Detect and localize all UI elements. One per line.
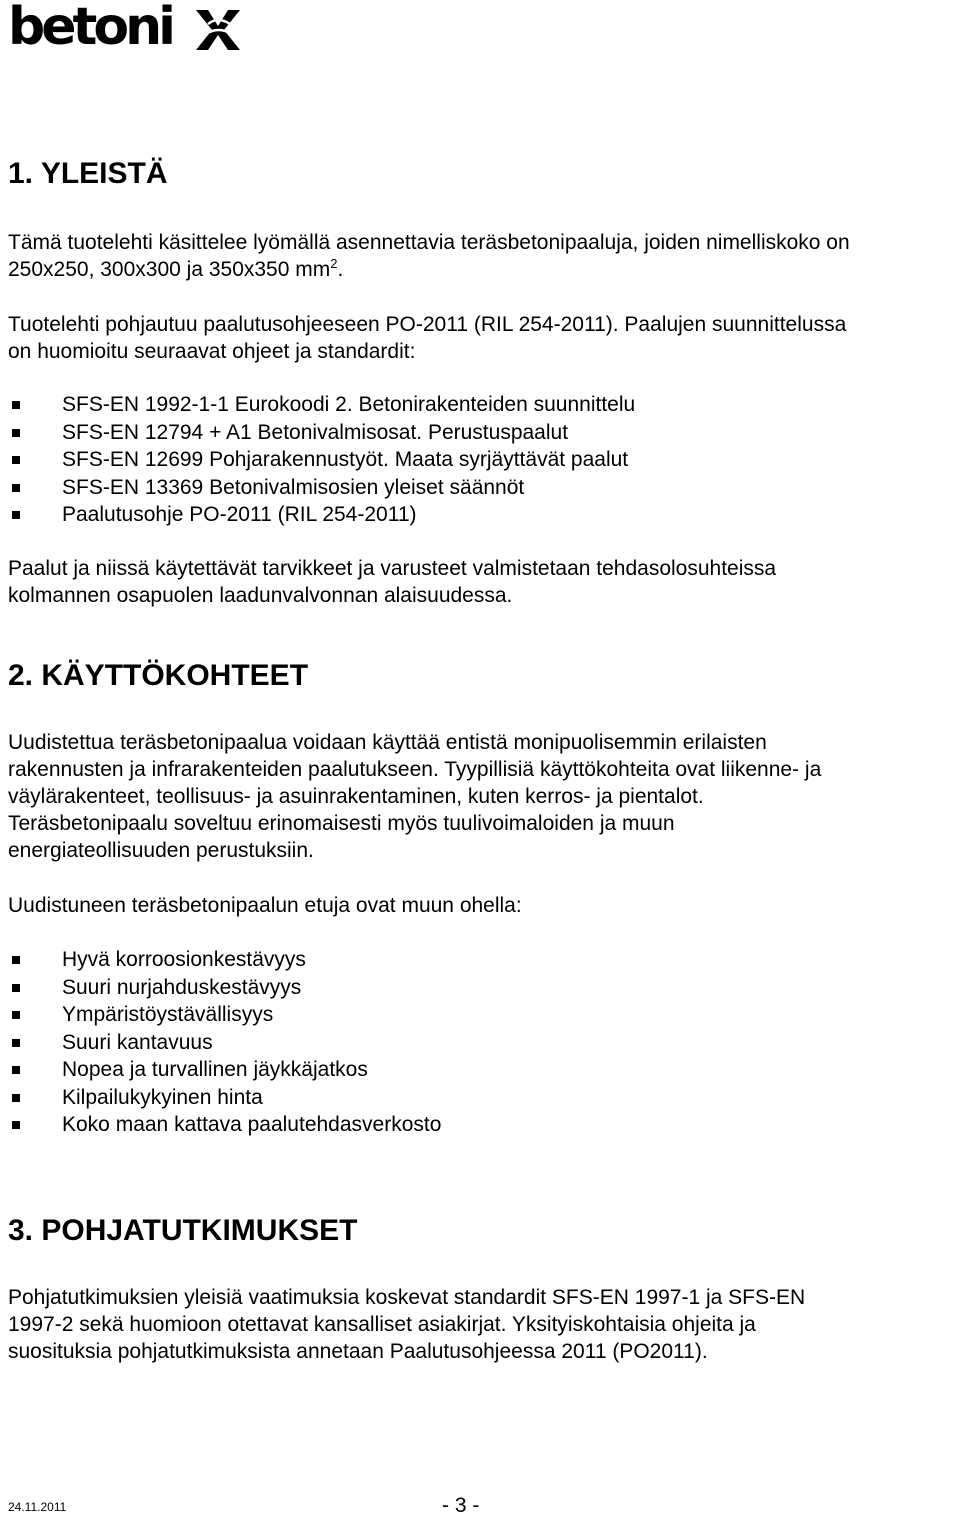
section-3-heading: 3. POHJATUTKIMUKSET bbox=[8, 1214, 358, 1247]
bullet-icon bbox=[12, 1039, 20, 1047]
uses-line-2: rakennusten ja infrarakenteiden paalutukseen. Tyypillisiä käyttökohteita ovat liikenne- ja bbox=[8, 758, 822, 781]
bullet-icon bbox=[12, 511, 20, 519]
intro-line-2: 250x250, 300x300 ja 350x350 $mm^2$. bbox=[8, 256, 344, 281]
uses-line-1: Uudistettua teräsbetonipaalua voidaan käyttää entistä monipuolisemmin erilaisten bbox=[8, 731, 767, 754]
uses-line-4: Teräsbetonipaalu soveltuu erinomaisesti myös tuulivoimaloiden ja muun bbox=[8, 812, 675, 835]
bullet-icon bbox=[12, 401, 20, 409]
bullet-icon bbox=[12, 1066, 20, 1074]
bullet-icon bbox=[12, 1011, 20, 1019]
uses-line-3: väylärakenteet, teollisuus- ja asuinrakentaminen, kuten kerros- ja pientalot. bbox=[8, 785, 704, 808]
footer-date: 24.11.2011 bbox=[8, 1500, 67, 1514]
basis-line-1: Tuotelehti pohjautuu paalutusohjeeseen PO-2011 (RIL 254-2011). Paalujen suunnittelussa bbox=[8, 313, 847, 336]
intro-line-1: Tämä tuotelehti käsittelee lyömällä asennettavia teräsbetonipaaluja, joiden nimelliskoko on bbox=[8, 231, 850, 254]
quality-line-2: kolmannen osapuolen laadunvalvonnan alaisuudessa. bbox=[8, 584, 513, 607]
benefits-intro: Uudistuneen teräsbetonipaalun etuja ovat muun ohella: bbox=[8, 894, 522, 917]
section-2-heading: 2. KÄYTTÖKOHTEET bbox=[8, 659, 309, 692]
logo-wordmark: betoni bbox=[8, 0, 172, 57]
uses-line-5: energiateollisuuden perustuksiin. bbox=[8, 839, 314, 862]
bullet-icon bbox=[12, 1121, 20, 1129]
quality-line-1: Paalut ja niissä käytettävät tarvikkeet ja varusteet valmistetaan tehdasolosuhteissa bbox=[8, 557, 777, 580]
geotech-line-2: 1997-2 sekä huomioon otettavat kansalliset asiakirjat. Yksityiskohtaisia ohjeita ja bbox=[8, 1313, 756, 1336]
geotech-line-1: Pohjatutkimuksien yleisiä vaatimuksia koskevat standardit SFS-EN 1997-1 ja SFS-EN bbox=[8, 1286, 806, 1309]
geotech-line-3: suosituksia pohjatutkimuksista annetaan Paalutusohjeessa 2011 (PO2011). bbox=[8, 1340, 708, 1363]
bullet-icon bbox=[12, 456, 20, 464]
section-1-heading: 1. YLEISTÄ bbox=[8, 157, 168, 190]
bullet-icon bbox=[12, 429, 20, 437]
logo-x-mark-icon bbox=[194, 4, 244, 52]
bullet-icon bbox=[12, 1094, 20, 1102]
betonix-logo bbox=[8, 0, 240, 57]
page-number: - 3 - bbox=[442, 1494, 480, 1517]
bullet-icon bbox=[12, 984, 20, 992]
bullet-icon bbox=[12, 956, 20, 964]
basis-line-2: on huomioitu seuraavat ohjeet ja standardit: bbox=[8, 340, 416, 363]
bullet-icon bbox=[12, 484, 20, 492]
